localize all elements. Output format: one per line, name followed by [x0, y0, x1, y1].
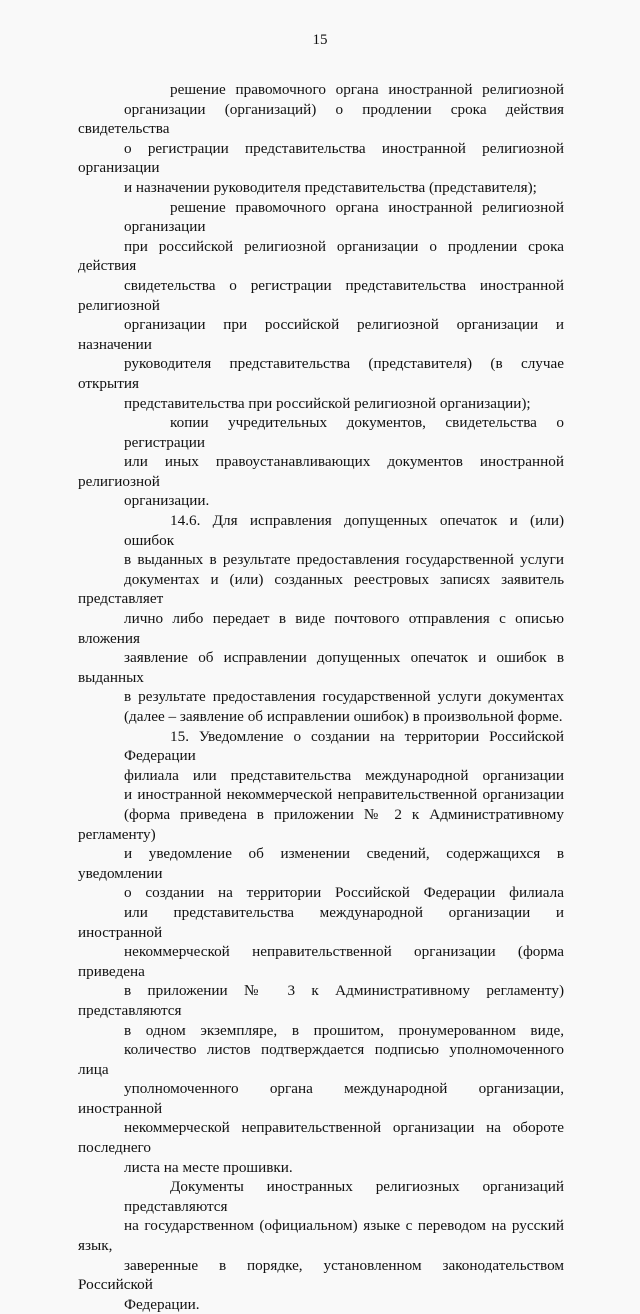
- text-line: о создании на территории Российской Федерации филиала: [124, 884, 564, 902]
- text-line: и назначении руководителя представительства (представителя);: [124, 178, 537, 196]
- paragraph-language: [78, 1177, 564, 1314]
- text-line: некоммерческой неправительственной организации (форма приведена: [78, 943, 564, 980]
- text-line: организации при российской религиозной организации и назначении: [78, 316, 564, 353]
- text-line: листа на месте прошивки.: [124, 1158, 293, 1176]
- text-line: 14.6. Для исправления допущенных опечаток и (или) ошибок: [124, 512, 564, 549]
- text-line: в приложении № 3 к Административному регламенту) представляются: [78, 982, 564, 1019]
- text-line: копии учредительных документов, свидетельства о регистрации: [124, 414, 564, 451]
- text-line: организации.: [124, 492, 210, 510]
- text-line: заявление об исправлении допущенных опечаток и ошибок в выданных: [78, 649, 564, 686]
- text-line: и иностранной некоммерческой неправительственной организации: [124, 786, 564, 804]
- text-line: о регистрации представительства иностранной религиозной организации: [78, 139, 564, 177]
- text-line: организации (организаций) о продлении срока действия свидетельства: [78, 100, 564, 138]
- text-line: Документы иностранных религиозных организаций представляются: [124, 1178, 564, 1215]
- text-line: филиала или представительства международной организации: [124, 766, 564, 784]
- page-number: 15: [312, 32, 328, 48]
- paragraph-founding-documents: [78, 413, 564, 511]
- text-line: в выданных в результате предоставления государственной услуги: [124, 551, 564, 569]
- paragraph-decision-foreign-org: [78, 80, 564, 198]
- text-line: в одном экземпляре, в прошитом, пронумерованном виде,: [124, 1021, 564, 1039]
- text-line: или представительства международной организации и иностранной: [78, 903, 564, 941]
- text-line: при российской религиозной организации о продлении срока действия: [78, 237, 564, 275]
- text-line: решение правомочного органа иностранной религиозной: [170, 81, 564, 98]
- text-line: уполномоченного органа международной организации, иностранной: [78, 1080, 564, 1117]
- text-line: 15. Уведомление о создании на территории Российской Федерации: [124, 727, 564, 765]
- text-line: количество листов подтверждается подписью уполномоченного лица: [78, 1041, 564, 1078]
- document-body: [78, 80, 564, 1314]
- text-line: лично либо передает в виде почтового отправления с описью вложения: [78, 610, 564, 647]
- text-line: руководителя представительства (представителя) (в случае открытия: [78, 355, 564, 392]
- text-line: (форма приведена в приложении № 2 к Административному регламенту): [78, 805, 564, 843]
- text-line: в результате предоставления государственной услуги документах: [124, 688, 564, 706]
- paragraph-decision-russian-org: [78, 198, 564, 414]
- paragraph-14-6: [78, 511, 564, 727]
- text-line: свидетельства о регистрации представительства иностранной религиозной: [78, 276, 564, 314]
- text-line: и уведомление об изменении сведений, содержащихся в уведомлении: [78, 845, 564, 882]
- paragraph-15: [78, 727, 564, 1178]
- text-line: представительства при российской религиозной организации);: [124, 394, 531, 412]
- text-line: некоммерческой неправительственной организации на обороте последнего: [78, 1119, 564, 1157]
- text-line: или иных правоустанавливающих документов иностранной религиозной: [78, 453, 564, 490]
- text-line: решение правомочного органа иностранной религиозной организации: [124, 198, 564, 236]
- text-line: заверенные в порядке, установленном законодательством Российской: [78, 1256, 564, 1294]
- text-line: на государственном (официальном) языке с переводом на русский язык,: [78, 1217, 564, 1255]
- text-line: (далее – заявление об исправлении ошибок) в произвольной форме.: [124, 708, 563, 725]
- text-line: документах и (или) созданных реестровых записях заявитель представляет: [78, 570, 564, 608]
- text-line: Федерации.: [124, 1295, 200, 1313]
